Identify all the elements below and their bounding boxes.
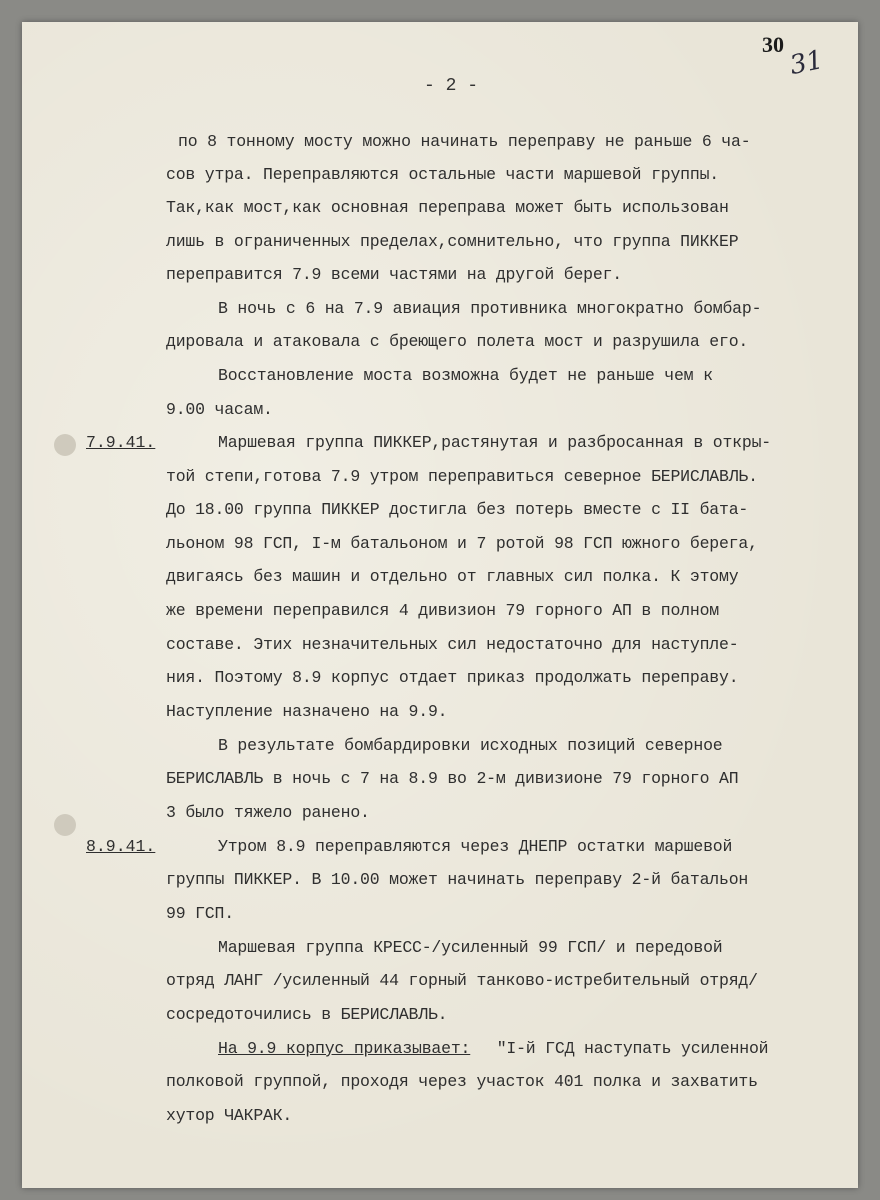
order-heading: На 9.9 корпус приказывает:	[218, 1039, 471, 1058]
text-line: дировала и атаковала с бреющего полета мост и разрушила его.	[166, 332, 749, 351]
text-line: отряд ЛАНГ /усиленный 44 горный танково-истребительный отряд/	[166, 971, 758, 990]
text-line: 3 было тяжело ранено.	[166, 803, 370, 822]
text-line: сосредоточились в БЕРИСЛАВЛЬ.	[166, 1005, 448, 1024]
text-line: ния. Поэтому 8.9 корпус отдает приказ продолжать переправу.	[166, 668, 739, 687]
text-line: составе. Этих незначительных сил недостаточно для наступле-	[166, 635, 739, 654]
text-line: Так,как мост,как основная переправа может быть использован	[166, 198, 729, 217]
text-line: 9.00 часам.	[166, 400, 273, 419]
text-line: "I-й ГСД наступать усиленной	[487, 1039, 769, 1058]
text-line: льоном 98 ГСП, I-м батальоном и 7 ротой 98 ГСП южного берега,	[166, 534, 758, 553]
text-line: До 18.00 группа ПИККЕР достигла без потерь вместе с II бата-	[166, 500, 749, 519]
entry-date: 8.9.41.	[86, 837, 156, 856]
text-line: Восстановление моста возможна будет не раньше чем к	[218, 366, 713, 385]
folio-number: 30	[762, 32, 784, 57]
text-line: по 8 тонному мосту можно начинать переправу не раньше 6 ча-	[178, 132, 751, 151]
text-line: Маршевая группа КРЕСС-/усиленный 99 ГСП/ и передовой	[218, 938, 723, 957]
text-line: хутор ЧАКРАК.	[166, 1106, 293, 1125]
text-line: той степи,готова 7.9 утром переправиться северное БЕРИСЛАВЛЬ.	[166, 467, 758, 486]
text-line: 99 ГСП.	[166, 904, 234, 923]
text-line: переправится 7.9 всеми частями на другой берег.	[166, 265, 622, 284]
text-line: Маршевая группа ПИККЕР,растянутая и разбросанная в откры-	[218, 433, 771, 452]
text-line: лишь в ограниченных пределах,сомнительно, что группа ПИККЕР	[166, 232, 739, 251]
text-line: же времени переправился 4 дивизион 79 горного АП в полном	[166, 601, 719, 620]
text-line: БЕРИСЛАВЛЬ в ночь с 7 на 8.9 во 2-м дивизионе 79 горного АП	[166, 769, 739, 788]
text-line: В результате бомбардировки исходных позиций северное	[218, 736, 723, 755]
text-line: В ночь с 6 на 7.9 авиация противника многократно бомбар-	[218, 299, 762, 318]
text-line: полковой группой, проходя через участок 401 полка и захватить	[166, 1072, 758, 1091]
text-line: группы ПИККЕР. В 10.00 может начинать переправу 2-й батальон	[166, 870, 749, 889]
text-line: сов утра. Переправляются остальные части маршевой группы.	[166, 165, 719, 184]
handwritten-annotation: 31	[787, 44, 826, 82]
entry-date: 7.9.41.	[86, 433, 156, 452]
punch-hole	[54, 434, 76, 456]
text-line: Утром 8.9 переправляются через ДНЕПР остатки маршевой	[218, 837, 733, 856]
text-line: двигаясь без машин и отдельно от главных сил полка. К этому	[166, 567, 739, 586]
punch-hole	[54, 814, 76, 836]
text-line: Наступление назначено на 9.9.	[166, 702, 448, 721]
page-number: - 2 -	[424, 76, 479, 96]
